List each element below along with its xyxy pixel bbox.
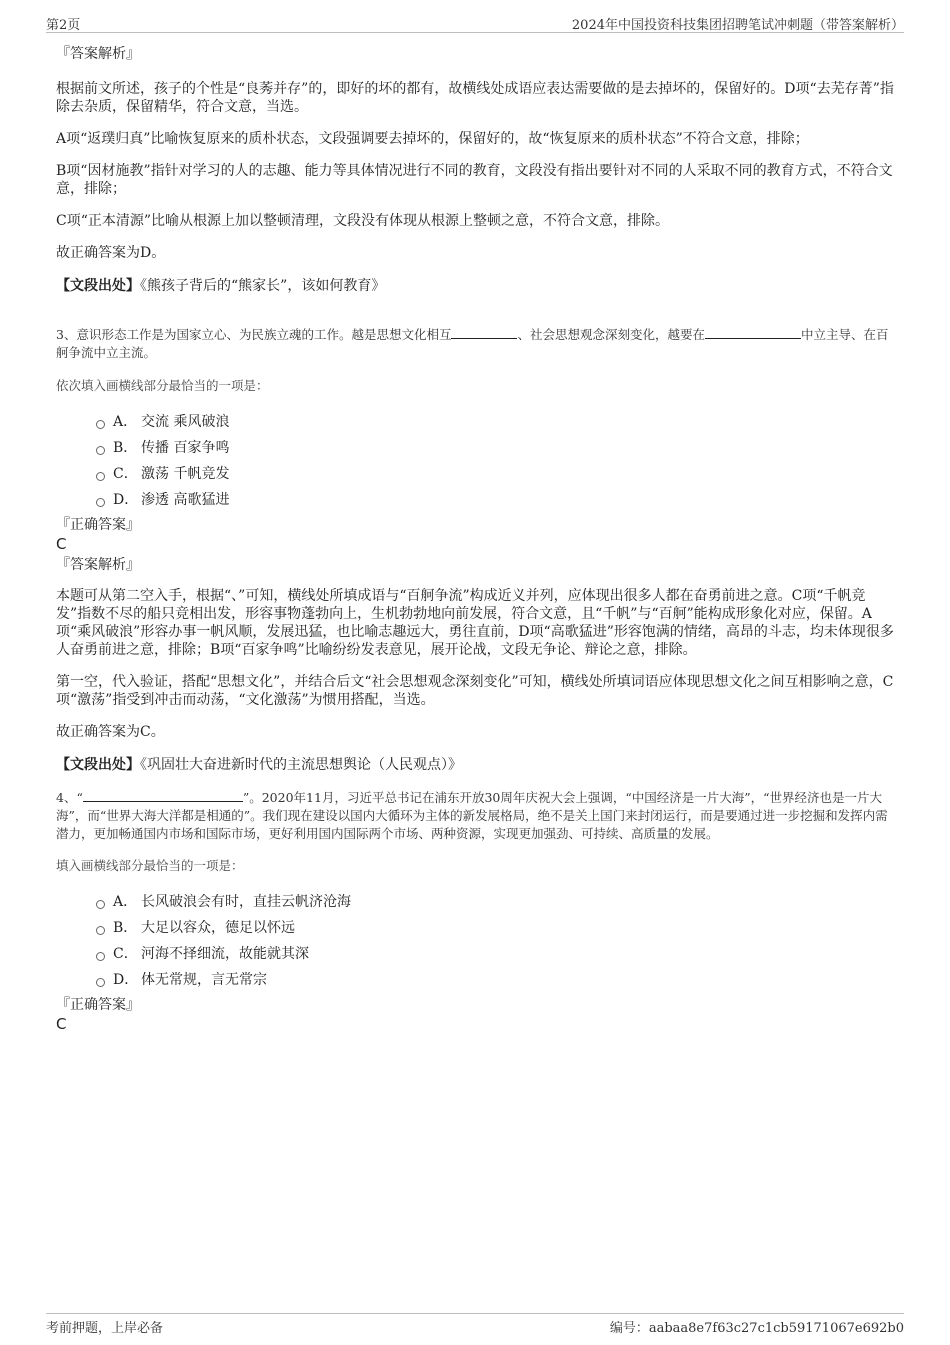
- fill-blank: [451, 326, 517, 339]
- correct-answer: C: [56, 1015, 67, 1033]
- correct-answer-tag: 『正确答案』: [56, 517, 140, 533]
- radio-icon[interactable]: [96, 472, 105, 481]
- page-number: 第2页: [46, 18, 81, 33]
- radio-icon[interactable]: [96, 978, 105, 987]
- question-3-prompt: 依次填入画横线部分最恰当的一项是：: [56, 378, 269, 393]
- text-source: [56, 755, 894, 775]
- footer-slogan: 考前押题，上岸必备: [46, 1321, 164, 1336]
- source-title: 《巩固壮大奋进新时代的主流思想舆论（人民观点）》: [140, 757, 462, 773]
- question-3-options: [56, 409, 894, 513]
- correct-answer-statement: 故正确答案为C。: [56, 724, 165, 740]
- correct-answer-tag: 『正确答案』: [56, 997, 140, 1013]
- correct-answer: C: [56, 535, 67, 553]
- document-code: 编号：aabaa8e7f63c27c1cb59171067e692b0: [609, 1321, 904, 1336]
- option-d[interactable]: D． 渗透 高歌猛进: [96, 487, 894, 513]
- radio-icon[interactable]: [96, 498, 105, 507]
- source-label: 【文段出处】: [56, 278, 140, 294]
- analysis-tag: 『答案解析』: [56, 557, 140, 573]
- question-4-options: [56, 889, 894, 993]
- question-4-text: 4、“ ”。2020年11月，习近平总书记在浦东开放30周年庆祝大会上强调，“中国经济是一片大海”，“世界经济也是一片大海”，而“世界大海大洋都是相通的”。我们现在建设以国内大循环为主体的新发展格局，绝不是关上国门来封闭运行，而是要通过进一步挖掘和发挥内需潜力，更加畅通国内市场和国际市场，更好利用国内国际两个市场、两种资源，实现更加强劲、可持续、高质量的发展。: [56, 790, 888, 841]
- source-label: 【文段出处】: [56, 757, 140, 773]
- analysis-paragraph: 本题可从第二空入手，根据“、”可知，横线处所填成语与“百舸争流”构成近义并列，应体现出很多人都在奋勇前进之意。C项“千帆竞发”指数不尽的船只竞相出发，形容事物蓬勃向上，生机勃勃地向前发展，符合文意，且“千帆”与“百舸”能构成形象化对应，保留。A项“乘风破浪”形容办事一帆风顺，发展迅猛，也比喻志趣远大，勇往直前，D项“高歌猛进”形容饱满的情绪，高昂的斗志，均未体现很多人奋勇前进之意，排除；B项“百家争鸣”比喻纷纷发表意见，展开论战，文段无争论、辩论之意，排除。: [56, 588, 894, 658]
- question-3-text: 3、意识形态工作是为国家立心、为民族立魂的工作。越是思想文化相互 、社会思想观念深刻变化，越要在 中立主导、在百舸争流中立主流。: [56, 327, 889, 360]
- option-b[interactable]: B． 大足以容众，德足以怀远: [96, 915, 894, 941]
- analysis-paragraph: 第一空，代入验证，搭配“思想文化”，并结合后文“社会思想观念深刻变化”可知，横线处所填词语应体现思想文化之间互相影响之意，C项“激荡”指受到冲击而动荡，“文化激荡”为惯用搭配，当选。: [56, 674, 894, 708]
- page-header: [46, 12, 904, 33]
- analysis-paragraph: A项“返璞归真”比喻恢复原来的质朴状态，文段强调要去掉坏的，保留好的，故“恢复原来的质朴状态”不符合文意，排除；: [56, 131, 809, 147]
- document-title: 2024年中国投资科技集团招聘笔试冲刺题（带答案解析）: [571, 18, 904, 33]
- option-b[interactable]: B． 传播 百家争鸣: [96, 435, 894, 461]
- analysis-paragraph: 根据前文所述，孩子的个性是“良莠并存”的，即好的坏的都有，故横线处成语应表达需要做的是去掉坏的，保留好的。D项“去芜存菁”指除去杂质，保留精华，符合文意，当选。: [56, 81, 894, 115]
- radio-icon[interactable]: [96, 926, 105, 935]
- radio-icon[interactable]: [96, 446, 105, 455]
- fill-blank: [83, 789, 243, 802]
- option-d[interactable]: D． 体无常规，言无常宗: [96, 967, 894, 993]
- analysis-tag: 『答案解析』: [56, 46, 140, 62]
- question-4-prompt: 填入画横线部分最恰当的一项是：: [56, 858, 244, 873]
- radio-icon[interactable]: [96, 900, 105, 909]
- text-source: [56, 276, 894, 296]
- fill-blank: [705, 326, 801, 339]
- option-a[interactable]: A． 长风破浪会有时，直挂云帆济沧海: [96, 889, 894, 915]
- radio-icon[interactable]: [96, 952, 105, 961]
- page-content: [56, 44, 894, 1033]
- correct-answer-statement: 故正确答案为D。: [56, 245, 166, 261]
- option-a[interactable]: A． 交流 乘风破浪: [96, 409, 894, 435]
- option-c[interactable]: C． 激荡 千帆竞发: [96, 461, 894, 487]
- option-c[interactable]: C． 河海不择细流，故能就其深: [96, 941, 894, 967]
- radio-icon[interactable]: [96, 420, 105, 429]
- analysis-paragraph: C项“正本清源”比喻从根源上加以整顿清理，文段没有体现从根源上整顿之意，不符合文意，排除。: [56, 213, 670, 229]
- source-title: 《熊孩子背后的“熊家长”，该如何教育》: [140, 278, 386, 294]
- analysis-paragraph: B项“因材施教”指针对学习的人的志趣、能力等具体情况进行不同的教育，文段没有指出要针对不同的人采取不同的教育方式，不符合文意，排除；: [56, 163, 893, 197]
- page-footer: [46, 1313, 904, 1334]
